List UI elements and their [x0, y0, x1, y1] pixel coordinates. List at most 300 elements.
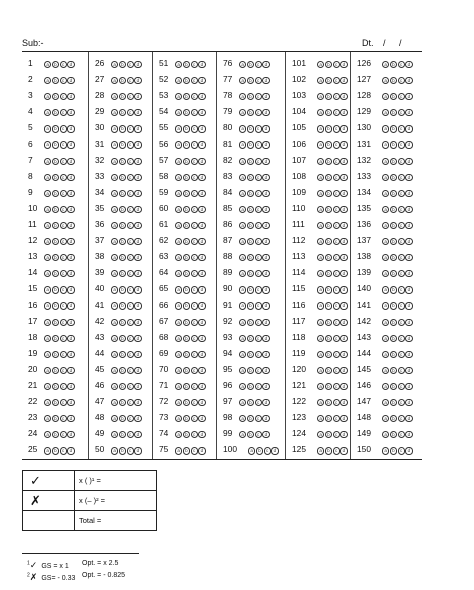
option-bubble[interactable]: c: [127, 335, 134, 342]
option-bubble[interactable]: c: [255, 190, 262, 197]
option-bubble[interactable]: a: [175, 302, 182, 309]
option-bubble[interactable]: c: [60, 335, 67, 342]
option-bubble[interactable]: c: [398, 286, 405, 293]
option-bubble[interactable]: b: [390, 286, 397, 293]
option-bubble[interactable]: d: [405, 206, 412, 213]
option-bubble[interactable]: a: [44, 93, 51, 100]
option-bubble[interactable]: d: [67, 158, 74, 165]
option-bubble[interactable]: a: [175, 174, 182, 181]
option-bubble[interactable]: c: [191, 270, 198, 277]
option-bubble[interactable]: a: [111, 238, 118, 245]
option-bubble[interactable]: b: [390, 141, 397, 148]
option-bubble[interactable]: a: [239, 109, 246, 116]
option-bubble[interactable]: b: [183, 222, 190, 229]
option-bubble[interactable]: d: [262, 270, 269, 277]
option-bubble[interactable]: d: [134, 61, 141, 68]
option-bubble[interactable]: d: [262, 158, 269, 165]
option-bubble[interactable]: a: [317, 415, 324, 422]
option-bubble[interactable]: a: [175, 335, 182, 342]
option-bubble[interactable]: b: [390, 270, 397, 277]
option-bubble[interactable]: c: [191, 77, 198, 84]
option-bubble[interactable]: c: [255, 93, 262, 100]
option-bubble[interactable]: a: [382, 415, 389, 422]
option-bubble[interactable]: c: [60, 61, 67, 68]
option-bubble[interactable]: c: [127, 270, 134, 277]
option-bubble[interactable]: b: [247, 125, 254, 132]
option-bubble[interactable]: c: [255, 302, 262, 309]
option-bubble[interactable]: b: [325, 286, 332, 293]
option-bubble[interactable]: a: [44, 125, 51, 132]
option-bubble[interactable]: b: [183, 447, 190, 454]
option-bubble[interactable]: a: [382, 125, 389, 132]
option-bubble[interactable]: d: [340, 302, 347, 309]
option-bubble[interactable]: d: [340, 447, 347, 454]
option-bubble[interactable]: a: [239, 351, 246, 358]
option-bubble[interactable]: a: [317, 206, 324, 213]
option-bubble[interactable]: d: [405, 335, 412, 342]
option-bubble[interactable]: c: [255, 158, 262, 165]
option-bubble[interactable]: a: [239, 206, 246, 213]
option-bubble[interactable]: a: [175, 238, 182, 245]
option-bubble[interactable]: a: [111, 447, 118, 454]
option-bubble[interactable]: d: [67, 335, 74, 342]
option-bubble[interactable]: c: [127, 415, 134, 422]
option-bubble[interactable]: c: [398, 109, 405, 116]
option-bubble[interactable]: d: [67, 125, 74, 132]
option-bubble[interactable]: b: [325, 270, 332, 277]
option-bubble[interactable]: a: [317, 367, 324, 374]
option-bubble[interactable]: c: [255, 61, 262, 68]
option-bubble[interactable]: d: [134, 125, 141, 132]
option-bubble[interactable]: d: [340, 141, 347, 148]
option-bubble[interactable]: b: [325, 351, 332, 358]
option-bubble[interactable]: c: [60, 77, 67, 84]
option-bubble[interactable]: b: [325, 447, 332, 454]
option-bubble[interactable]: d: [67, 206, 74, 213]
option-bubble[interactable]: b: [247, 61, 254, 68]
option-bubble[interactable]: d: [405, 383, 412, 390]
option-bubble[interactable]: d: [198, 222, 205, 229]
option-bubble[interactable]: c: [191, 174, 198, 181]
option-bubble[interactable]: a: [44, 319, 51, 326]
option-bubble[interactable]: d: [262, 286, 269, 293]
option-bubble[interactable]: c: [60, 399, 67, 406]
option-bubble[interactable]: b: [119, 141, 126, 148]
option-bubble[interactable]: d: [67, 174, 74, 181]
option-bubble[interactable]: c: [60, 158, 67, 165]
option-bubble[interactable]: a: [44, 415, 51, 422]
option-bubble[interactable]: d: [262, 141, 269, 148]
option-bubble[interactable]: c: [191, 61, 198, 68]
option-bubble[interactable]: d: [134, 206, 141, 213]
option-bubble[interactable]: a: [44, 254, 51, 261]
option-bubble[interactable]: b: [52, 141, 59, 148]
option-bubble[interactable]: d: [262, 431, 269, 438]
option-bubble[interactable]: b: [52, 367, 59, 374]
option-bubble[interactable]: d: [340, 335, 347, 342]
option-bubble[interactable]: a: [175, 141, 182, 148]
option-bubble[interactable]: a: [175, 415, 182, 422]
option-bubble[interactable]: c: [127, 222, 134, 229]
option-bubble[interactable]: d: [262, 415, 269, 422]
option-bubble[interactable]: d: [134, 415, 141, 422]
option-bubble[interactable]: b: [325, 335, 332, 342]
option-bubble[interactable]: b: [390, 238, 397, 245]
option-bubble[interactable]: a: [382, 447, 389, 454]
option-bubble[interactable]: c: [333, 447, 340, 454]
option-bubble[interactable]: b: [119, 109, 126, 116]
option-bubble[interactable]: a: [111, 383, 118, 390]
option-bubble[interactable]: a: [382, 254, 389, 261]
option-bubble[interactable]: a: [382, 335, 389, 342]
option-bubble[interactable]: a: [44, 399, 51, 406]
option-bubble[interactable]: a: [111, 93, 118, 100]
option-bubble[interactable]: b: [52, 431, 59, 438]
option-bubble[interactable]: c: [333, 125, 340, 132]
option-bubble[interactable]: c: [398, 174, 405, 181]
option-bubble[interactable]: b: [119, 158, 126, 165]
option-bubble[interactable]: d: [340, 93, 347, 100]
option-bubble[interactable]: d: [134, 77, 141, 84]
option-bubble[interactable]: a: [239, 335, 246, 342]
option-bubble[interactable]: c: [127, 302, 134, 309]
option-bubble[interactable]: a: [44, 286, 51, 293]
option-bubble[interactable]: c: [398, 335, 405, 342]
option-bubble[interactable]: b: [183, 351, 190, 358]
option-bubble[interactable]: b: [390, 335, 397, 342]
option-bubble[interactable]: c: [127, 447, 134, 454]
option-bubble[interactable]: d: [262, 367, 269, 374]
option-bubble[interactable]: a: [175, 286, 182, 293]
option-bubble[interactable]: a: [317, 399, 324, 406]
option-bubble[interactable]: a: [317, 319, 324, 326]
option-bubble[interactable]: b: [119, 254, 126, 261]
option-bubble[interactable]: c: [60, 319, 67, 326]
option-bubble[interactable]: c: [398, 238, 405, 245]
option-bubble[interactable]: a: [382, 399, 389, 406]
option-bubble[interactable]: c: [255, 383, 262, 390]
option-bubble[interactable]: a: [44, 367, 51, 374]
option-bubble[interactable]: a: [111, 270, 118, 277]
option-bubble[interactable]: c: [255, 254, 262, 261]
option-bubble[interactable]: d: [340, 222, 347, 229]
option-bubble[interactable]: b: [119, 415, 126, 422]
option-bubble[interactable]: c: [127, 383, 134, 390]
option-bubble[interactable]: d: [405, 319, 412, 326]
option-bubble[interactable]: d: [340, 158, 347, 165]
option-bubble[interactable]: a: [239, 141, 246, 148]
option-bubble[interactable]: b: [390, 158, 397, 165]
option-bubble[interactable]: c: [333, 367, 340, 374]
option-bubble[interactable]: c: [191, 415, 198, 422]
option-bubble[interactable]: a: [44, 335, 51, 342]
option-bubble[interactable]: d: [134, 431, 141, 438]
option-bubble[interactable]: d: [262, 351, 269, 358]
option-bubble[interactable]: a: [175, 190, 182, 197]
option-bubble[interactable]: a: [175, 431, 182, 438]
option-bubble[interactable]: a: [239, 254, 246, 261]
option-bubble[interactable]: c: [60, 190, 67, 197]
option-bubble[interactable]: d: [340, 254, 347, 261]
option-bubble[interactable]: d: [67, 302, 74, 309]
option-bubble[interactable]: b: [183, 415, 190, 422]
option-bubble[interactable]: d: [198, 158, 205, 165]
option-bubble[interactable]: a: [111, 335, 118, 342]
option-bubble[interactable]: d: [340, 125, 347, 132]
option-bubble[interactable]: c: [60, 286, 67, 293]
option-bubble[interactable]: c: [398, 319, 405, 326]
option-bubble[interactable]: c: [127, 286, 134, 293]
option-bubble[interactable]: b: [183, 431, 190, 438]
option-bubble[interactable]: b: [325, 254, 332, 261]
option-bubble[interactable]: b: [119, 93, 126, 100]
option-bubble[interactable]: d: [67, 447, 74, 454]
option-bubble[interactable]: c: [60, 302, 67, 309]
option-bubble[interactable]: c: [255, 415, 262, 422]
option-bubble[interactable]: c: [333, 270, 340, 277]
option-bubble[interactable]: b: [247, 367, 254, 374]
option-bubble[interactable]: d: [198, 109, 205, 116]
option-bubble[interactable]: b: [247, 158, 254, 165]
option-bubble[interactable]: b: [325, 77, 332, 84]
option-bubble[interactable]: b: [119, 351, 126, 358]
option-bubble[interactable]: b: [183, 109, 190, 116]
option-bubble[interactable]: c: [191, 367, 198, 374]
option-bubble[interactable]: b: [325, 174, 332, 181]
option-bubble[interactable]: c: [191, 222, 198, 229]
option-bubble[interactable]: b: [247, 222, 254, 229]
option-bubble[interactable]: c: [191, 383, 198, 390]
option-bubble[interactable]: a: [44, 190, 51, 197]
option-bubble[interactable]: c: [398, 93, 405, 100]
option-bubble[interactable]: a: [317, 286, 324, 293]
option-bubble[interactable]: c: [127, 158, 134, 165]
option-bubble[interactable]: d: [405, 447, 412, 454]
option-bubble[interactable]: d: [198, 93, 205, 100]
option-bubble[interactable]: a: [111, 125, 118, 132]
option-bubble[interactable]: c: [255, 238, 262, 245]
option-bubble[interactable]: c: [398, 415, 405, 422]
option-bubble[interactable]: b: [52, 222, 59, 229]
option-bubble[interactable]: a: [111, 174, 118, 181]
option-bubble[interactable]: b: [247, 141, 254, 148]
option-bubble[interactable]: c: [333, 351, 340, 358]
option-bubble[interactable]: b: [325, 415, 332, 422]
option-bubble[interactable]: a: [44, 351, 51, 358]
option-bubble[interactable]: a: [111, 158, 118, 165]
option-bubble[interactable]: c: [127, 351, 134, 358]
option-bubble[interactable]: a: [175, 109, 182, 116]
option-bubble[interactable]: d: [262, 254, 269, 261]
option-bubble[interactable]: c: [60, 109, 67, 116]
option-bubble[interactable]: c: [398, 77, 405, 84]
option-bubble[interactable]: a: [239, 238, 246, 245]
option-bubble[interactable]: d: [340, 319, 347, 326]
option-bubble[interactable]: b: [247, 174, 254, 181]
option-bubble[interactable]: b: [390, 351, 397, 358]
option-bubble[interactable]: a: [382, 93, 389, 100]
option-bubble[interactable]: b: [325, 367, 332, 374]
option-bubble[interactable]: b: [247, 431, 254, 438]
option-bubble[interactable]: a: [111, 109, 118, 116]
option-bubble[interactable]: c: [127, 254, 134, 261]
option-bubble[interactable]: a: [317, 61, 324, 68]
option-bubble[interactable]: b: [183, 77, 190, 84]
option-bubble[interactable]: b: [52, 174, 59, 181]
option-bubble[interactable]: c: [398, 399, 405, 406]
option-bubble[interactable]: b: [325, 302, 332, 309]
option-bubble[interactable]: c: [398, 158, 405, 165]
option-bubble[interactable]: d: [340, 286, 347, 293]
option-bubble[interactable]: c: [398, 351, 405, 358]
option-bubble[interactable]: a: [382, 61, 389, 68]
option-bubble[interactable]: c: [398, 222, 405, 229]
option-bubble[interactable]: b: [325, 319, 332, 326]
option-bubble[interactable]: d: [134, 447, 141, 454]
option-bubble[interactable]: a: [317, 141, 324, 148]
option-bubble[interactable]: a: [382, 351, 389, 358]
option-bubble[interactable]: c: [60, 367, 67, 374]
option-bubble[interactable]: a: [175, 206, 182, 213]
option-bubble[interactable]: c: [255, 431, 262, 438]
option-bubble[interactable]: a: [239, 286, 246, 293]
option-bubble[interactable]: b: [390, 222, 397, 229]
option-bubble[interactable]: b: [183, 383, 190, 390]
option-bubble[interactable]: c: [333, 302, 340, 309]
option-bubble[interactable]: d: [340, 174, 347, 181]
option-bubble[interactable]: a: [382, 174, 389, 181]
option-bubble[interactable]: b: [247, 335, 254, 342]
option-bubble[interactable]: d: [340, 351, 347, 358]
option-bubble[interactable]: b: [52, 286, 59, 293]
option-bubble[interactable]: a: [239, 222, 246, 229]
option-bubble[interactable]: b: [247, 415, 254, 422]
option-bubble[interactable]: c: [191, 431, 198, 438]
option-bubble[interactable]: d: [134, 190, 141, 197]
option-bubble[interactable]: d: [271, 447, 278, 454]
option-bubble[interactable]: c: [398, 125, 405, 132]
option-bubble[interactable]: b: [183, 319, 190, 326]
option-bubble[interactable]: d: [67, 238, 74, 245]
option-bubble[interactable]: d: [262, 319, 269, 326]
option-bubble[interactable]: a: [111, 61, 118, 68]
option-bubble[interactable]: d: [405, 415, 412, 422]
option-bubble[interactable]: b: [52, 270, 59, 277]
option-bubble[interactable]: b: [390, 190, 397, 197]
option-bubble[interactable]: d: [134, 158, 141, 165]
option-bubble[interactable]: b: [119, 270, 126, 277]
option-bubble[interactable]: b: [52, 447, 59, 454]
option-bubble[interactable]: a: [44, 174, 51, 181]
option-bubble[interactable]: a: [248, 447, 255, 454]
option-bubble[interactable]: d: [198, 367, 205, 374]
option-bubble[interactable]: b: [390, 254, 397, 261]
option-bubble[interactable]: c: [255, 367, 262, 374]
option-bubble[interactable]: c: [191, 399, 198, 406]
option-bubble[interactable]: c: [255, 286, 262, 293]
option-bubble[interactable]: c: [191, 125, 198, 132]
option-bubble[interactable]: a: [317, 174, 324, 181]
option-bubble[interactable]: d: [67, 383, 74, 390]
option-bubble[interactable]: c: [191, 286, 198, 293]
option-bubble[interactable]: d: [340, 61, 347, 68]
option-bubble[interactable]: c: [191, 254, 198, 261]
option-bubble[interactable]: d: [198, 174, 205, 181]
option-bubble[interactable]: a: [317, 254, 324, 261]
option-bubble[interactable]: c: [127, 93, 134, 100]
option-bubble[interactable]: c: [398, 61, 405, 68]
option-bubble[interactable]: b: [119, 61, 126, 68]
option-bubble[interactable]: a: [317, 238, 324, 245]
option-bubble[interactable]: b: [325, 109, 332, 116]
option-bubble[interactable]: d: [134, 319, 141, 326]
option-bubble[interactable]: d: [134, 351, 141, 358]
option-bubble[interactable]: a: [44, 158, 51, 165]
option-bubble[interactable]: d: [134, 109, 141, 116]
option-bubble[interactable]: c: [191, 335, 198, 342]
option-bubble[interactable]: c: [60, 254, 67, 261]
option-bubble[interactable]: d: [134, 174, 141, 181]
option-bubble[interactable]: a: [317, 190, 324, 197]
option-bubble[interactable]: a: [317, 125, 324, 132]
option-bubble[interactable]: c: [60, 270, 67, 277]
option-bubble[interactable]: c: [191, 93, 198, 100]
option-bubble[interactable]: c: [60, 174, 67, 181]
option-bubble[interactable]: c: [398, 367, 405, 374]
option-bubble[interactable]: a: [382, 431, 389, 438]
option-bubble[interactable]: a: [111, 431, 118, 438]
option-bubble[interactable]: d: [134, 367, 141, 374]
option-bubble[interactable]: a: [175, 222, 182, 229]
option-bubble[interactable]: d: [405, 125, 412, 132]
option-bubble[interactable]: c: [333, 206, 340, 213]
option-bubble[interactable]: a: [44, 238, 51, 245]
option-bubble[interactable]: a: [382, 158, 389, 165]
option-bubble[interactable]: a: [317, 158, 324, 165]
option-bubble[interactable]: b: [390, 109, 397, 116]
option-bubble[interactable]: d: [262, 383, 269, 390]
option-bubble[interactable]: b: [119, 447, 126, 454]
option-bubble[interactable]: a: [239, 399, 246, 406]
option-bubble[interactable]: a: [317, 93, 324, 100]
option-bubble[interactable]: b: [325, 431, 332, 438]
option-bubble[interactable]: a: [239, 61, 246, 68]
option-bubble[interactable]: a: [175, 399, 182, 406]
option-bubble[interactable]: b: [247, 399, 254, 406]
option-bubble[interactable]: d: [134, 222, 141, 229]
option-bubble[interactable]: a: [317, 447, 324, 454]
option-bubble[interactable]: c: [333, 383, 340, 390]
option-bubble[interactable]: b: [119, 125, 126, 132]
option-bubble[interactable]: b: [247, 351, 254, 358]
option-bubble[interactable]: b: [325, 206, 332, 213]
option-bubble[interactable]: b: [119, 383, 126, 390]
option-bubble[interactable]: c: [255, 399, 262, 406]
option-bubble[interactable]: c: [398, 302, 405, 309]
option-bubble[interactable]: b: [119, 302, 126, 309]
option-bubble[interactable]: d: [198, 319, 205, 326]
option-bubble[interactable]: d: [67, 93, 74, 100]
option-bubble[interactable]: c: [191, 141, 198, 148]
option-bubble[interactable]: b: [390, 206, 397, 213]
option-bubble[interactable]: a: [382, 77, 389, 84]
option-bubble[interactable]: d: [67, 367, 74, 374]
option-bubble[interactable]: a: [317, 109, 324, 116]
option-bubble[interactable]: b: [247, 302, 254, 309]
option-bubble[interactable]: b: [52, 206, 59, 213]
option-bubble[interactable]: b: [119, 431, 126, 438]
option-bubble[interactable]: b: [390, 61, 397, 68]
